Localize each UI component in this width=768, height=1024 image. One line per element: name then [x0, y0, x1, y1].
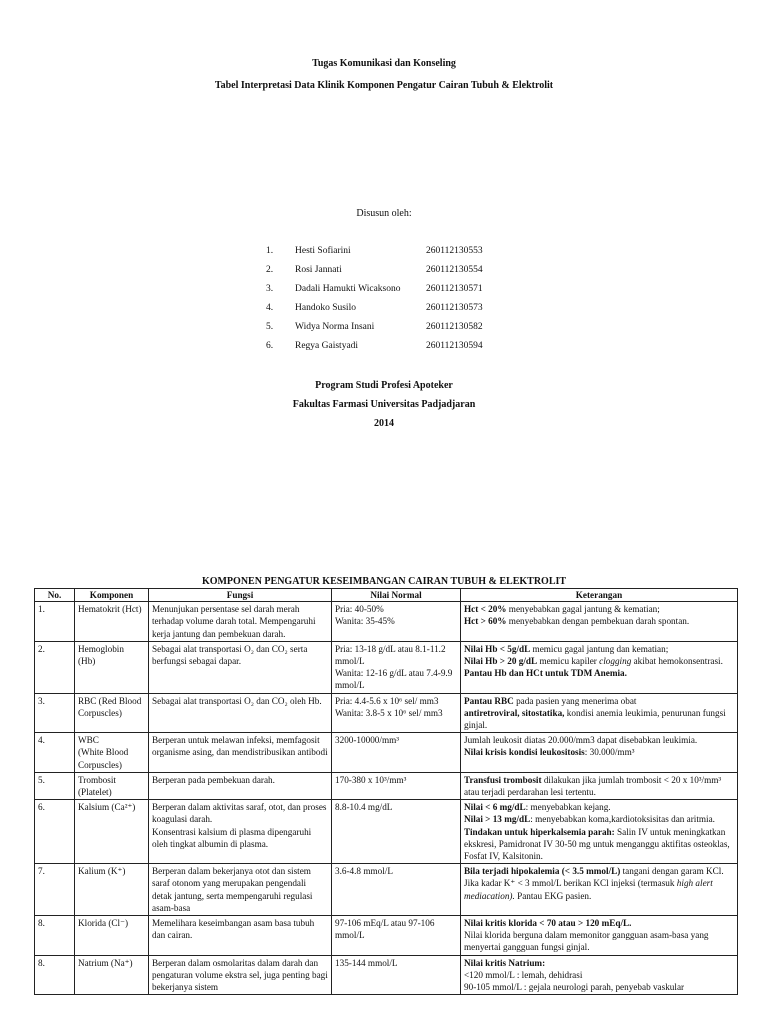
bold-text: Tindakan untuk hiperkalsemia parah:	[464, 826, 615, 837]
keterangan-line: Hct < 20% menyebabkan gagal jantung & kematian;	[464, 604, 660, 615]
cell-no: 8.	[35, 916, 75, 956]
cell-keterangan	[461, 602, 738, 642]
table-row	[35, 772, 738, 799]
cell-nilai-normal	[332, 733, 461, 773]
fungsi-line: Berperan pada pembekuan darah.	[152, 774, 275, 785]
fungsi-line: Konsentrasi kalsium di plasma dipengaruhi oleh tingkat albumin di plasma.	[152, 826, 312, 849]
cell-nilai-normal	[332, 602, 461, 642]
author-id: 260112130571	[426, 284, 483, 294]
komponen-line: Klorida (Cl⁻)	[78, 918, 129, 929]
cell-fungsi	[149, 772, 332, 799]
komponen-line: Hematokrit (Hct)	[78, 604, 142, 615]
cell-nilai-normal	[332, 641, 461, 693]
keterangan-line: Tindakan untuk hiperkalsemia parah: Salin IV untuk meningkatkan ekskresi, Pamidronat IV 30-50 mg untuk menganggu aktifitas osteoklas, Fosfat IV, Kalsitonin.	[464, 826, 730, 862]
normal-line: 170-380 x 10³/mm³	[335, 774, 407, 785]
cell-nilai-normal	[332, 955, 461, 995]
cell-keterangan	[461, 955, 738, 995]
author-number: 1.	[266, 246, 274, 256]
keterangan-line: Bila terjadi hipokalemia (< 3.5 mmol/L) tangani dengan garam KCl. Jika kadar K⁺ < 3 mmol/L berikan KCl injeksi (termasuk high alert mediacation). Pantau EKG pasien.	[464, 866, 724, 901]
author-number: 3.	[266, 284, 274, 294]
keterangan-line: antiretroviral, sitostatika, kondisi anemia leukimia, penurunan fungsi ginjal.	[464, 707, 726, 731]
cell-fungsi	[149, 955, 332, 995]
author-row	[266, 246, 506, 265]
author-number: 4.	[266, 303, 274, 313]
normal-line: Wanita: 12-16 g/dL atau 7.4-9.9 mmol/L	[335, 668, 453, 691]
cell-no: 5.	[35, 772, 75, 799]
cell-keterangan	[461, 916, 738, 956]
keterangan-line	[464, 667, 734, 679]
normal-line: Pria: 40-50%	[335, 604, 384, 615]
cell-no: 4.	[35, 733, 75, 773]
cell-fungsi	[149, 800, 332, 864]
table-body	[35, 602, 738, 995]
komponen-line: WBC	[78, 735, 99, 746]
fungsi-line: Sebagai alat transportasi O₂ dan CO₂ serta berfungsi sebagai dapar.	[152, 643, 308, 667]
author-number: 2.	[266, 265, 274, 275]
cell-nilai-normal	[332, 693, 461, 733]
normal-line: Wanita: 35-45%	[335, 616, 395, 627]
komponen-line: Kalium (K⁺)	[78, 866, 126, 877]
table-row	[35, 916, 738, 956]
bold-text: Nilai kritis Natrium:	[464, 957, 546, 968]
table-row	[35, 955, 738, 995]
table-row	[35, 800, 738, 864]
bold-text: Nilai Hb < 5g/dL	[464, 643, 531, 654]
cell-no: 6.	[35, 800, 75, 864]
author-row	[266, 341, 506, 360]
header-no: No.	[35, 589, 75, 602]
cell-komponen	[75, 641, 149, 693]
normal-line: Wanita: 3.8-5 x 10⁶ sel/ mm3	[335, 707, 443, 718]
bold-text: Nilai Hb > 20 g/dL	[464, 656, 538, 667]
keterangan-line: Transfusi trombosit dilakukan jika jumlah trombosit < 20 x 10³/mm³ atau terjadi perdarahan lesi tertentu.	[464, 774, 722, 798]
komponen-line: Natrium (Na⁺)	[78, 957, 133, 968]
author-row	[266, 284, 506, 303]
author-name: Dadali Hamukti Wicaksono	[295, 284, 401, 294]
program-name: Program Studi Profesi Apoteker	[315, 380, 453, 391]
author-row	[266, 303, 506, 322]
fungsi-line: Berperan untuk melawan infeksi, memfagosit organisme asing, dan mendistribusikan antibodi	[152, 735, 328, 758]
keterangan-line: Jumlah leukosit diatas 20.000/mm3 dapat disebabkan leukimia.	[464, 735, 698, 746]
author-name: Widya Norma Insani	[295, 322, 375, 332]
bold-text: Bila terjadi hipokalemia (< 3.5 mmol/L)	[464, 866, 621, 877]
table-row	[35, 733, 738, 773]
fungsi-line: Berperan dalam bekerjanya otot dan sistem saraf otonom yang merupakan pengendali detak jantung, serta mempengaruhi regulasi asam-basa	[152, 866, 313, 913]
header-keterangan: Keterangan	[461, 589, 738, 602]
cell-komponen	[75, 602, 149, 642]
keterangan-line: Nilai > 13 mg/dL: menyebabkan koma,kardiotoksisitas dan aritmia.	[464, 814, 715, 825]
author-id: 260112130594	[426, 341, 483, 351]
cell-fungsi	[149, 916, 332, 956]
bold-text: Nilai < 6 mg/dL	[464, 802, 526, 813]
header-nilai-normal: Nilai Normal	[332, 589, 461, 602]
author-id: 260112130554	[426, 265, 483, 275]
header-komponen: Komponen	[75, 589, 149, 602]
cell-fungsi	[149, 641, 332, 693]
compiled-by-label: Disusun oleh:	[356, 208, 412, 219]
bold-text: Hct > 60%	[464, 616, 507, 627]
cell-keterangan	[461, 864, 738, 916]
fungsi-line: Berperan dalam osmolaritas dalam darah dan pengaturan volume ekstra sel, juga penting bagi bekerjanya sistem	[152, 957, 328, 993]
keterangan-line: <120 mmol/L : lemah, dehidrasi	[464, 969, 583, 980]
normal-line: 3.6-4.8 mmol/L	[335, 866, 393, 877]
table-row	[35, 864, 738, 916]
header-fungsi: Fungsi	[149, 589, 332, 602]
fungsi-line: Memelihara keseimbangan asam basa tubuh dan cairan.	[152, 918, 315, 941]
table-title: KOMPONEN PENGATUR KESEIMBANGAN CAIRAN TUBUH & ELEKTROLIT	[201, 576, 567, 587]
normal-line: 3200-10000/mm³	[335, 735, 400, 746]
komponen-line: (Platelet)	[78, 787, 112, 798]
bold-text: Transfusi trombosit	[464, 774, 542, 785]
komponen-line: Kalsium (Ca²⁺)	[78, 802, 136, 813]
cell-keterangan	[461, 733, 738, 773]
cell-no: 2.	[35, 641, 75, 693]
bold-text: Pantau RBC	[464, 695, 514, 706]
author-name: Rosi Jannati	[295, 265, 342, 275]
normal-line: Pria: 13-18 g/dL atau 8.1-11.2 mmol/L	[335, 643, 446, 667]
author-number: 6.	[266, 341, 274, 351]
keterangan-line: Hct > 60% menyebabkan dengan pembekuan darah spontan.	[464, 616, 690, 627]
cell-fungsi	[149, 733, 332, 773]
author-name: Hesti Sofiarini	[295, 246, 351, 256]
keterangan-line: Nilai Hb < 5g/dL memicu gagal jantung dan kematian;	[464, 643, 669, 654]
bold-text: Nilai krisis kondisi leukositosis	[464, 747, 585, 758]
faculty-name: Fakultas Farmasi Universitas Padjadjaran	[292, 399, 476, 410]
author-row	[266, 265, 506, 284]
cell-keterangan	[461, 772, 738, 799]
normal-line: Pria: 4.4-5.6 x 10⁶ sel/ mm3	[335, 695, 439, 706]
keterangan-line: Nilai klorida berguna dalam memonitor gangguan asam-basa yang menyertai gangguan fungsi ginjal.	[464, 930, 709, 953]
cell-keterangan	[461, 693, 738, 733]
keterangan-line: 90-105 mmol/L : gejala neurologi parah, penyebab vaskular	[464, 982, 685, 993]
cell-nilai-normal	[332, 772, 461, 799]
table-row	[35, 641, 738, 693]
keterangan-line: Pantau RBC pada pasien yang menerima obat	[464, 695, 637, 706]
italic-text: clogging	[599, 656, 632, 667]
fungsi-line: Berperan dalam aktivitas saraf, otot, dan proses koagulasi darah.	[152, 802, 327, 825]
author-id: 260112130553	[426, 246, 483, 256]
cell-komponen	[75, 772, 149, 799]
author-id: 260112130582	[426, 322, 483, 332]
document-subtitle: Tabel Interpretasi Data Klinik Komponen Pengatur Cairan Tubuh & Elektrolit	[214, 80, 554, 91]
cell-nilai-normal	[332, 800, 461, 864]
cell-komponen	[75, 864, 149, 916]
author-id: 260112130573	[426, 303, 483, 313]
author-row	[266, 322, 506, 341]
cell-komponen	[75, 733, 149, 773]
keterangan-line: Nilai krisis kondisi leukositosis: 30.000/mm³	[464, 747, 635, 758]
cell-komponen	[75, 693, 149, 733]
fungsi-line: Sebagai alat transportasi O₂ dan CO₂ oleh Hb.	[152, 695, 322, 706]
cell-no: 1.	[35, 602, 75, 642]
cell-keterangan	[461, 800, 738, 864]
bold-text: Hct < 20%	[464, 604, 507, 615]
komponen-line: (White Blood Corpuscles)	[78, 747, 129, 770]
bold-text: antiretroviral, sitostatika,	[464, 707, 565, 718]
cell-no: 8.	[35, 955, 75, 995]
cell-fungsi	[149, 864, 332, 916]
normal-line: 97-106 mEq/L atau 97-106 mmol/L	[335, 918, 435, 941]
year: 2014	[374, 418, 394, 429]
normal-line: 135-144 mmol/L	[335, 957, 398, 968]
author-name: Regya Gaistyadi	[295, 341, 359, 351]
cell-keterangan	[461, 641, 738, 693]
table-row	[35, 693, 738, 733]
keterangan-line: Nilai Hb > 20 g/dL memicu kapiler clogging akibat hemokonsentrasi.	[464, 656, 723, 667]
table-row	[35, 602, 738, 642]
cell-fungsi	[149, 693, 332, 733]
cell-komponen	[75, 916, 149, 956]
document-title: Tugas Komunikasi dan Konseling	[312, 58, 456, 69]
cell-komponen	[75, 800, 149, 864]
bold-text: Nilai kritis klorida < 70 atau > 120 mEq/L.	[464, 918, 632, 929]
author-list	[266, 246, 506, 360]
fungsi-line: Menunjukan persentase sel darah merah terhadap volume darah total. Mempengaruhi kerja jantung dan pembekuan darah.	[152, 604, 316, 639]
keterangan-line	[464, 957, 734, 969]
komponen-line: Trombosit	[78, 774, 116, 785]
cell-no: 3.	[35, 693, 75, 733]
komponen-line: RBC (Red Blood Corpuscles)	[78, 695, 142, 718]
bold-text: Nilai > 13 mg/dL	[464, 814, 531, 825]
komponen-line: Hemoglobin	[78, 643, 124, 654]
cell-nilai-normal	[332, 864, 461, 916]
cell-komponen	[75, 955, 149, 995]
cell-no: 7.	[35, 864, 75, 916]
keterangan-line	[464, 917, 734, 929]
italic-text: high alert mediacation).	[464, 878, 713, 901]
keterangan-line: Nilai < 6 mg/dL: menyebabkan kejang.	[464, 802, 611, 813]
table-header-row	[35, 589, 738, 602]
komponen-line: (Hb)	[78, 656, 96, 667]
cell-fungsi	[149, 602, 332, 642]
author-name: Handoko Susilo	[295, 303, 356, 313]
cell-nilai-normal	[332, 916, 461, 956]
clinical-data-table	[34, 588, 738, 995]
bold-text: Pantau Hb dan HCt untuk TDM Anemia.	[464, 668, 627, 679]
normal-line: 8.8-10.4 mg/dL	[335, 802, 393, 813]
author-number: 5.	[266, 322, 274, 332]
